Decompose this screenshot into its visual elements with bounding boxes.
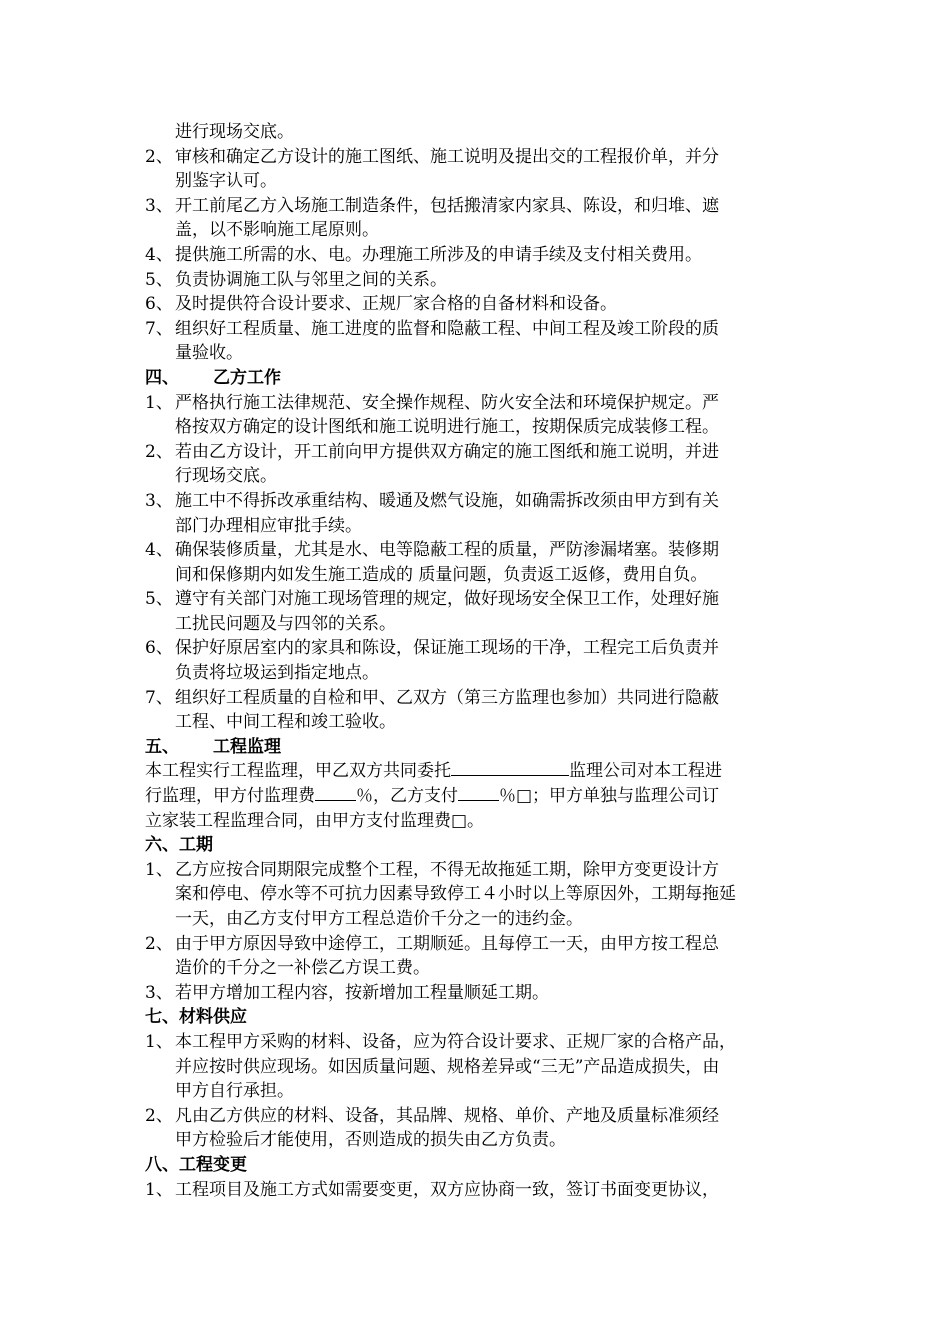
section-heading [145, 366, 815, 391]
list-item-line [145, 686, 815, 711]
list-item-line [145, 882, 815, 907]
supervision-paragraph [145, 759, 815, 833]
list-item-line [145, 563, 815, 588]
list-item-text: 造价的千分之一补偿乙方误工费。 [175, 958, 430, 979]
paragraph-line: 进行现场交底。 [175, 122, 294, 142]
list-item [145, 686, 815, 735]
list-item-text: 并应按时供应现场。如因质量问题、规格差异或“三无”产品造成损失，由 [175, 1056, 720, 1077]
list-item-line [145, 710, 815, 735]
list-item-number [145, 907, 175, 932]
section-heading: 七、材料供应 [145, 1007, 247, 1028]
list-item [145, 317, 815, 366]
section-8-list [145, 1178, 815, 1203]
list-item-number: 3、 [145, 490, 173, 511]
list-item-text: 凡由乙方供应的材料、设备，其品牌、规格、单价、产地及质量标准须经 [175, 1105, 719, 1126]
list-item-line [145, 1079, 815, 1104]
blank-field[interactable] [315, 784, 356, 801]
section-heading: 八、工程变更 [145, 1154, 247, 1175]
section-6-list [145, 858, 815, 1006]
list-item-number [145, 882, 175, 907]
list-item [145, 981, 815, 1006]
list-item-line [145, 1030, 815, 1055]
blank-field[interactable] [451, 759, 569, 776]
list-item-text: 组织好工程质量、施工进度的监督和隐蔽工程、中间工程及竣工阶段的质 [175, 318, 719, 339]
list-item-number [145, 1128, 175, 1153]
list-item-text: 遵守有关部门对施工现场管理的规定，做好现场安全保卫工作，处理好施 [175, 589, 719, 610]
text-run: ％□；甲方单独与监理公司订 [499, 786, 720, 807]
list-item-number [145, 710, 175, 735]
section-7-list [145, 1030, 815, 1153]
list-item-line [145, 587, 815, 612]
list-item [145, 1178, 815, 1203]
list-item-line [145, 292, 815, 317]
list-item [145, 932, 815, 981]
list-item-text: 确保装修质量，尤其是水、电等隐蔽工程的质量，严防渗漏堵塞。装修期 [175, 540, 719, 561]
list-item-number: 3、 [145, 195, 173, 216]
list-item-text: 若由乙方设计，开工前向甲方提供双方确定的施工图纸和施工说明，并进 [175, 441, 719, 462]
list-item-text: 审核和确定乙方设计的施工图纸、施工说明及提出交的工程报价单，并分 [175, 146, 719, 167]
list-item-text: 甲方自行承担。 [175, 1081, 294, 1102]
list-item-text: 负责协调施工队与邻里之间的关系。 [175, 269, 447, 290]
list-item-line [145, 612, 815, 637]
list-item-number: 7、 [145, 687, 173, 708]
paragraph-line [145, 759, 815, 784]
list-item-line [145, 661, 815, 686]
text-run: ％，乙方支付 [356, 786, 458, 807]
list-item-number [145, 1055, 175, 1080]
list-item-number: 1、 [145, 859, 173, 880]
list-item-text: 间和保修期内如发生施工造成的 质量问题，负责返工返修，费用自负。 [175, 564, 708, 585]
list-item [145, 440, 815, 489]
list-item [145, 1104, 815, 1153]
list-item-number [145, 415, 175, 440]
list-item-number [145, 563, 175, 588]
list-item-line [145, 218, 815, 243]
list-item-number: 1、 [145, 1179, 173, 1200]
list-item-number: 2、 [145, 933, 173, 954]
list-item-number [145, 464, 175, 489]
list-item-text: 一天，由乙方支付甲方工程总造价千分之一的违约金。 [175, 909, 583, 929]
list-item-line [145, 243, 815, 268]
list-item-line [145, 858, 815, 883]
blank-field[interactable] [458, 784, 499, 801]
list-item-text: 本工程甲方采购的材料、设备，应为符合设计要求、正规厂家的合格产品， [175, 1031, 736, 1052]
list-item-line [145, 1104, 815, 1129]
list-item [145, 145, 815, 194]
list-item-number [145, 1079, 175, 1104]
list-item-number: 5、 [145, 589, 173, 610]
list-item-line [145, 1055, 815, 1080]
list-item-text: 部门办理相应审批手续。 [175, 515, 362, 536]
list-item-text: 提供施工所需的水、电。办理施工所涉及的申请手续及支付相关费用。 [175, 244, 702, 265]
list-item-line [145, 538, 815, 563]
list-item-number [145, 169, 175, 194]
list-item-number: 1、 [145, 392, 173, 413]
list-item-line [145, 169, 815, 194]
list-item-text: 行现场交底。 [175, 466, 277, 487]
list-item-line [145, 415, 815, 440]
list-item-number: 4、 [145, 244, 173, 265]
section-title: 工程监理 [213, 736, 281, 757]
list-item-text: 工扰民问题及与四邻的关系。 [175, 613, 396, 634]
section-title: 乙方工作 [213, 367, 281, 388]
list-item [145, 268, 815, 293]
list-item-number: 2、 [145, 441, 173, 462]
list-item-line [145, 514, 815, 539]
list-item-line [145, 1128, 815, 1153]
list-item-text: 开工前尾乙方入场施工制造条件，包括搬清家内家具、陈设，和归堆、遮 [175, 195, 719, 216]
list-item-text: 格按双方确定的设计图纸和施工说明进行施工，按期保质完成装修工程。 [175, 417, 719, 438]
list-item-line [145, 907, 815, 932]
section-3-list [145, 145, 815, 366]
list-item-line [145, 489, 815, 514]
list-item [145, 587, 815, 636]
list-item-number: 5、 [145, 269, 173, 290]
list-item-text: 甲方检验后才能使用，否则造成的损失由乙方负责。 [175, 1130, 566, 1151]
list-item-number: 3、 [145, 982, 173, 1003]
list-item-number [145, 218, 175, 243]
section-number: 五、 [145, 736, 179, 757]
list-item-line [145, 956, 815, 981]
list-item-text: 工程项目及施工方式如需要变更，双方应协商一致，签订书面变更协议， [175, 1179, 719, 1200]
document-page [145, 120, 815, 1202]
paragraph-line: 立家装工程监理合同，由甲方支付监理费□。 [145, 810, 485, 831]
section-4-list [145, 391, 815, 735]
list-item [145, 292, 815, 317]
list-item-text: 若甲方增加工程内容，按新增加工程量顺延工期。 [175, 982, 549, 1003]
list-item-number: 6、 [145, 638, 173, 659]
list-item-text: 保护好原居室内的家具和陈设，保证施工现场的干净，工程完工后负责并 [175, 638, 719, 659]
list-item-text: 及时提供符合设计要求、正规厂家合格的自备材料和设备。 [175, 294, 617, 315]
list-item-line [145, 391, 815, 416]
list-item [145, 194, 815, 243]
list-item-line [145, 440, 815, 465]
list-item [145, 538, 815, 587]
list-item-text: 量验收。 [175, 343, 243, 364]
list-item-text: 乙方应按合同期限完成整个工程，不得无故拖延工期，除甲方变更设计方 [175, 859, 719, 880]
list-item-line [145, 268, 815, 293]
list-item [145, 391, 815, 440]
list-item-line [145, 464, 815, 489]
list-item [145, 1030, 815, 1104]
list-item-number: 2、 [145, 1105, 173, 1126]
list-item [145, 858, 815, 932]
list-item-text: 严格执行施工法律规范、安全操作规程、防火安全法和环境保护规定。严 [175, 392, 719, 413]
list-item-line [145, 194, 815, 219]
list-item-text: 组织好工程质量的自检和甲、乙双方（第三方监理也参加）共同进行隐蔽 [175, 687, 719, 708]
text-run: 行监理，甲方付监理费 [145, 786, 315, 807]
list-item-text: 盖，以不影响施工尾原则。 [175, 220, 379, 241]
list-item-line [145, 1178, 815, 1203]
section-number: 四、 [145, 367, 179, 388]
list-item-text: 施工中不得拆改承重结构、暖通及燃气设施，如确需拆改须由甲方到有关 [175, 490, 719, 511]
list-item-line [145, 981, 815, 1006]
list-item-text: 别鉴字认可。 [175, 171, 277, 192]
list-item-line [145, 317, 815, 342]
list-item-line [145, 341, 815, 366]
list-item-number [145, 661, 175, 686]
list-item-number: 4、 [145, 540, 173, 561]
list-item-number: 7、 [145, 318, 173, 339]
list-item [145, 489, 815, 538]
list-item-text: 工程、中间工程和竣工验收。 [175, 712, 396, 733]
section-heading: 六、工期 [145, 835, 213, 856]
list-item-number [145, 956, 175, 981]
list-item-line [145, 145, 815, 170]
list-item-text: 案和停电、停水等不可抗力因素导致停工４小时以上等原因外，工期每拖延 [175, 884, 736, 905]
text-run: 本工程实行工程监理，甲乙双方共同委托 [145, 761, 451, 782]
section-heading [145, 735, 815, 760]
list-item-number: 2、 [145, 146, 173, 167]
list-item-number: 6、 [145, 294, 173, 315]
paragraph-line [145, 784, 815, 809]
text-run: 监理公司对本工程进 [569, 761, 722, 782]
list-item [145, 243, 815, 268]
list-item-line [145, 636, 815, 661]
list-item-number: 1、 [145, 1031, 173, 1052]
list-item-number [145, 514, 175, 539]
list-item-number [145, 612, 175, 637]
list-item-text: 由于甲方原因导致中途停工，工期顺延。且每停工一天，由甲方按工程总 [175, 933, 719, 954]
list-item-number [145, 341, 175, 366]
list-item [145, 636, 815, 685]
list-item-text: 负责将垃圾运到指定地点。 [175, 663, 379, 684]
list-item-line [145, 932, 815, 957]
